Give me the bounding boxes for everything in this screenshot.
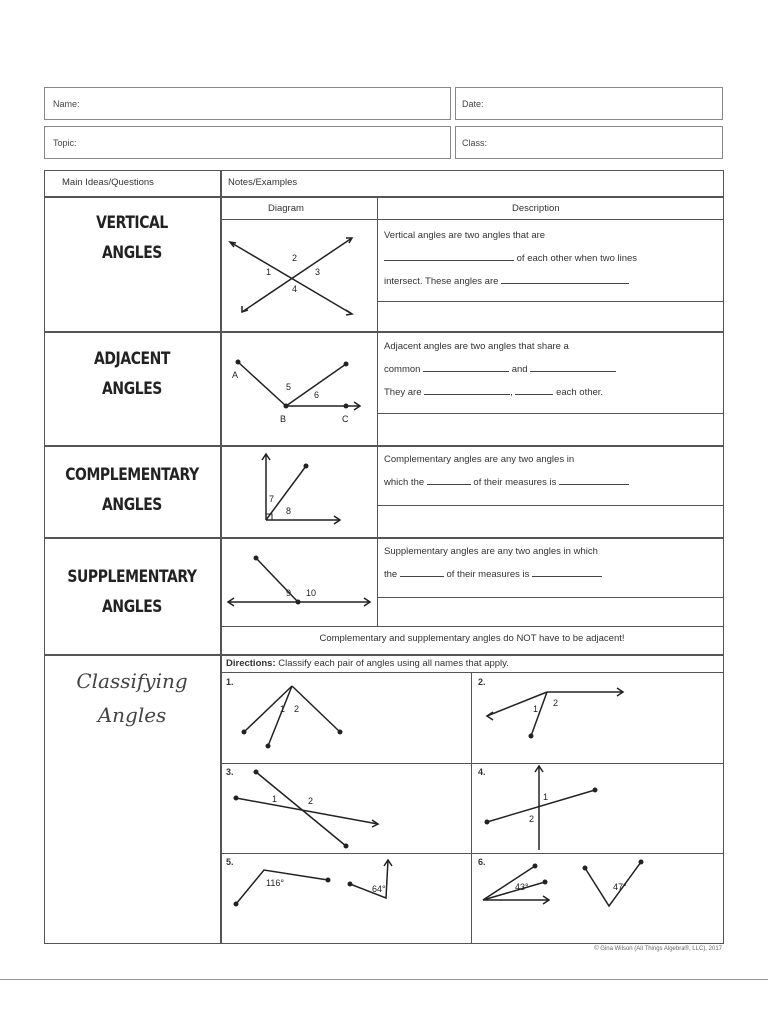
description-header: Description (512, 203, 560, 214)
complementary-blank-2[interactable] (559, 476, 629, 485)
problem-2-label-1: 1 (533, 704, 539, 714)
topic-label: Topic: (53, 138, 77, 148)
adjacent-title-line2: ANGLES (102, 379, 162, 399)
problem-5-label-1: 116° (266, 878, 284, 888)
problem-3-number: 3. (226, 767, 234, 777)
adjacent-desc-line2b: and (511, 364, 528, 375)
adjacent-blank-1[interactable] (423, 363, 509, 372)
vertical-label-3: 3 (315, 267, 321, 277)
adjacent-angles-title (60, 344, 204, 404)
complementary-title-line2: ANGLES (102, 495, 162, 515)
col-main-ideas-header: Main Ideas/Questions (62, 177, 154, 188)
classifying-title-line1: Classifying (76, 669, 188, 693)
vertical-desc-line3-wrap (384, 270, 720, 293)
vertical-label-4: 4 (292, 284, 298, 294)
complementary-description (384, 448, 720, 494)
row-line-adjacent-inner (377, 413, 724, 414)
supplementary-description (384, 540, 720, 586)
problem-1-label-1: 1 (280, 704, 286, 714)
complementary-desc-line2b: of their measures is (473, 477, 557, 488)
vertical-angles-diagram (222, 222, 376, 330)
adjacent-label-A: A (232, 370, 239, 380)
adjacent-angles-diagram (222, 334, 376, 444)
problem-3-diagram (222, 764, 470, 852)
supplementary-title-line2: ANGLES (102, 597, 162, 617)
adjacent-label-6: 6 (314, 390, 320, 400)
adjacent-blank-2[interactable] (530, 363, 616, 372)
adjacent-desc-line3a: They are (384, 387, 422, 398)
date-field[interactable] (455, 87, 723, 120)
directions-line (220, 672, 724, 673)
date-label: Date: (462, 99, 484, 109)
complementary-blank-1[interactable] (427, 476, 471, 485)
supplementary-title-line1: SUPPLEMENTARY (67, 567, 197, 587)
diagram-col-divider (377, 196, 378, 626)
row-line-4 (44, 654, 724, 656)
row-line-3 (44, 537, 724, 539)
problem-6-label-2: 47° (613, 882, 627, 892)
supplementary-desc-line2-wrap (384, 563, 720, 586)
vertical-angles-title (60, 208, 204, 268)
supplementary-angles-title (57, 562, 208, 622)
class-field[interactable] (455, 126, 723, 159)
adjacent-title-line1: ADJACENT (93, 349, 170, 369)
adjacency-note: Complementary and supplementary angles do NOT have to be adjacent! (319, 633, 625, 644)
header-row-line (44, 196, 724, 198)
vertical-desc-line3: intersect. These angles are (384, 276, 499, 287)
adjacent-desc-line2-wrap (384, 358, 720, 381)
class-label: Class: (462, 138, 488, 148)
problem-2-number: 2. (478, 677, 486, 687)
complementary-label-8: 8 (286, 506, 292, 516)
complementary-desc-line2a: which the (384, 477, 425, 488)
vertical-desc-line1: Vertical angles are two angles that are (384, 230, 546, 241)
vertical-title-line2: ANGLES (102, 243, 162, 263)
adjacent-label-B: B (280, 414, 287, 424)
vertical-label-2: 2 (292, 253, 298, 263)
directions-label: Directions: (226, 658, 276, 669)
name-label: Name: (53, 99, 80, 109)
problem-1-label-2: 2 (294, 704, 300, 714)
adjacent-desc-line1: Adjacent angles are two angles that share a (384, 341, 569, 352)
row-line-complementary-inner (377, 505, 724, 506)
supplementary-label-9: 9 (286, 588, 292, 598)
adjacent-label-C: C (342, 414, 349, 424)
problem-4-number: 4. (478, 767, 486, 777)
row-line-1 (44, 331, 724, 333)
vertical-blank-1[interactable] (384, 252, 514, 261)
vertical-label-1: 1 (266, 267, 272, 277)
adjacent-blank-3[interactable] (424, 386, 510, 395)
supplementary-desc-line2a: the (384, 569, 398, 580)
classifying-angles-title (44, 664, 220, 732)
copyright-footer: © Gina Wilson (All Things Algebra®, LLC), 2017 (594, 946, 722, 952)
complementary-angles-diagram (222, 448, 376, 536)
row-line-2 (44, 445, 724, 447)
directions (226, 658, 509, 669)
vertical-title-line1: VERTICAL (96, 213, 168, 233)
problem-4-label-2: 2 (529, 814, 535, 824)
bottom-divider (0, 979, 768, 980)
problem-6-diagram (473, 854, 723, 942)
problem-2-diagram (473, 674, 723, 762)
adjacent-desc-line3b: each other. (556, 387, 604, 398)
problem-1-diagram (222, 674, 470, 762)
supplementary-blank-1[interactable] (400, 568, 444, 577)
problem-2-label-2: 2 (553, 698, 559, 708)
directions-text: Classify each pair of angles using all names that apply. (278, 658, 509, 669)
topic-field[interactable] (44, 126, 451, 159)
problem-3-label-1: 1 (272, 794, 278, 804)
adjacent-label-5: 5 (286, 382, 292, 392)
diagram-header-line (220, 219, 724, 220)
problems-col-divider (471, 672, 472, 944)
problem-6-number: 6. (478, 857, 486, 867)
supplementary-blank-2[interactable] (532, 568, 602, 577)
problem-5-diagram (222, 854, 470, 942)
supplementary-desc-line1: Supplementary angles are any two angles in which (384, 546, 598, 557)
problem-5-label-2: 64° (372, 884, 386, 894)
vertical-desc-line2: of each other when two lines (516, 253, 638, 264)
row-line-note (220, 626, 724, 627)
adjacent-desc-line2a: common (384, 364, 421, 375)
complementary-desc-line2-wrap (384, 471, 720, 494)
problem-4-label-1: 1 (543, 792, 549, 802)
problem-4-diagram (473, 764, 723, 852)
adjacent-blank-4[interactable] (515, 386, 553, 395)
complementary-title-line1: COMPLEMENTARY (65, 465, 199, 485)
row-line-vertical-inner (377, 301, 724, 302)
vertical-desc-line2-wrap (384, 247, 720, 270)
supplementary-label-10: 10 (306, 588, 317, 598)
col-notes-header: Notes/Examples (228, 177, 298, 188)
problem-1-number: 1. (226, 677, 234, 687)
adjacent-desc-line3-wrap: They are , each other. (384, 387, 604, 398)
classifying-title-line2: Angles (97, 703, 167, 727)
row-line-supplementary-inner (377, 597, 724, 598)
problem-5-number: 5. (226, 857, 234, 867)
adjacent-description (384, 335, 720, 404)
complementary-label-7: 7 (269, 494, 275, 504)
complementary-angles-title (57, 460, 208, 520)
supplementary-angles-diagram (222, 540, 376, 626)
vertical-blank-2[interactable] (501, 275, 629, 284)
diagram-header: Diagram (268, 203, 304, 214)
problem-6-label-1: 43° (515, 882, 529, 892)
complementary-desc-line1: Complementary angles are any two angles in (384, 454, 575, 465)
problem-3-label-2: 2 (308, 796, 314, 806)
supplementary-desc-line2b: of their measures is (446, 569, 530, 580)
name-field[interactable] (44, 87, 451, 120)
vertical-description (384, 224, 720, 293)
